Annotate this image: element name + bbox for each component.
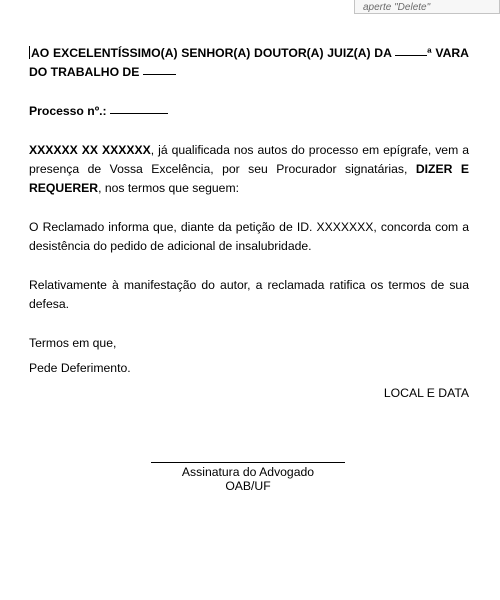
paragraph-intro-text-a: , já qualificada nos autos do processo em epígrafe, vem a presença de Vossa Excelência, por seu Procurador signatárias,: [29, 143, 469, 176]
hint-box: [354, 0, 500, 14]
signature-oab: OAB/UF: [225, 479, 271, 493]
text-cursor: [29, 46, 30, 59]
signature-block: [151, 462, 345, 493]
addressee-heading: [29, 44, 469, 82]
hint-text: aperte "Delete": [363, 2, 431, 13]
party-name: XXXXXX XX XXXXXX: [29, 143, 151, 157]
paragraph-ratifica: Relativamente à manifestação do autor, a reclamada ratifica os termos de sua defesa.: [29, 278, 469, 311]
process-label: Processo nº.:: [29, 104, 107, 118]
closing-line1: Termos em que,: [29, 336, 117, 350]
paragraph-desistencia: O Reclamado informa que, diante da petição de ID. XXXXXXX, concorda com a desistência do pedido de adicional de insalubridade.: [29, 220, 469, 253]
paragraph-intro-text-b: , nos termos que seguem:: [98, 181, 239, 195]
heading-line2: TRABALHO DE: [50, 65, 140, 79]
city-blank[interactable]: [143, 74, 176, 75]
document-body: [29, 44, 469, 403]
process-number-blank[interactable]: [110, 113, 168, 114]
closing-line2: Pede Deferimento.: [29, 361, 131, 375]
heading-line1-prefix: AO EXCELENTÍSSIMO(A) SENHOR(A) DOUTOR(A) JUIZ(A) DA: [31, 46, 392, 60]
local-and-date: LOCAL E DATA: [383, 386, 469, 400]
signature-line: [151, 462, 345, 463]
paragraph-intro: [29, 141, 469, 198]
vara-number-blank[interactable]: [395, 54, 427, 56]
signature-name: Assinatura do Advogado: [181, 465, 315, 479]
dizer-requerer: DIZER E REQUERER: [29, 162, 470, 195]
heading-line1-suffix: ª VARA DO: [29, 46, 469, 79]
process-number: [29, 102, 469, 121]
